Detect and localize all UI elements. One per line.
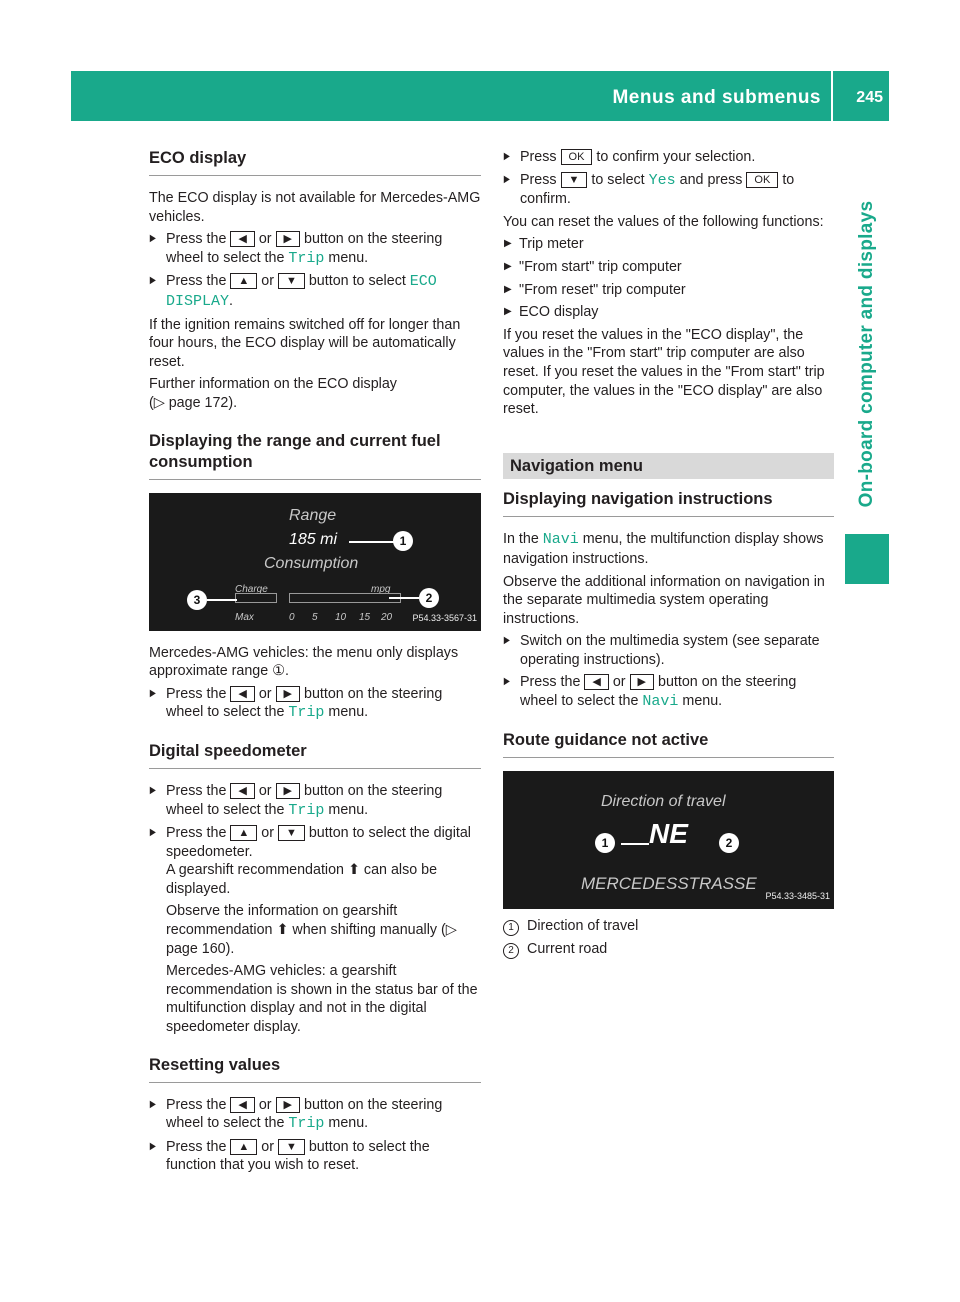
speedo-step-2: ▶ Press the ▲ or ▼ button to select the digital speedometer. A gearshift recommendation ⬆ can also be displayed. Observe the information on gearshift recommendation ⬆ when shifting manually (▷ page 160). Mercedes-AMG vehicles: a gearshift recommendation is shown in the status bar of the multifunction display and not in the digital speedometer display. [149,824,481,1037]
eco-intro: The ECO display is not available for Mercedes-AMG vehicles. [149,190,481,225]
callout-2: 2 [419,588,439,608]
nav-step-1: ▶ Switch on the multimedia system (see separate operating instructions). [503,632,834,669]
callout-1: 1 [595,833,615,853]
route-figure: Direction of travel NE MERCEDESSTRASSE 1 2 P54.33-3485-31 [503,771,834,909]
eco-reset-note: If the ignition remains switched off for longer than four hours, the ECO display will be automatically reset. [149,316,461,370]
range-figure: Range 185 mi Consumption Charge mpg Max 0 5 10 15 20 1 2 3 P54.33-3567-31 [149,493,481,631]
range-heading: Displaying the range and current fuel consumption [149,431,481,480]
header-divider [831,71,833,121]
range-step-1: ▶ Press the ◀ or ▶ button on the steering wheel to select the Trip menu. [149,685,481,723]
chapter-title: Menus and submenus [612,87,821,108]
reset-step-3: ▶ Press OK to confirm your selection. [503,148,834,167]
callout-2: 2 [719,833,739,853]
reset-item: ▶ "From start" trip computer [503,258,834,277]
side-tab [845,121,889,586]
reset-note: If you reset the values in the "ECO display", the values in the "From start" trip computer are also reset. If you reset the values in the "From start" trip computer, the values in the "ECO display" are also reset. [503,326,825,418]
reset-item: ▶ ECO display [503,303,834,322]
callout-3: 3 [187,590,207,610]
nav-step-2: ▶ Press the ◀ or ▶ button on the steering wheel to select the Navi menu. [503,673,834,711]
route-heading: Route guidance not active [503,730,834,758]
left-column [149,148,481,1179]
reset-heading: Resetting values [149,1055,481,1083]
reset-functions-intro: You can reset the values of the following functions: [503,213,824,230]
down-key-icon: ▼ [278,273,305,289]
side-tab-marker [845,534,889,584]
reset-step-4: ▶ Press ▼ to select Yes and press OK to confirm. [503,171,834,209]
speedo-heading: Digital speedometer [149,741,481,769]
eco-heading: ECO display [149,148,481,176]
up-key-icon: ▲ [230,273,257,289]
side-tab-label: On-board computer and displays [856,200,877,507]
speedo-step-1: ▶ Press the ◀ or ▶ button on the steering wheel to select the Trip menu. [149,782,481,820]
ok-key-icon: OK [561,149,593,165]
nav-note: Observe the additional information on navigation in the separate multimedia system operating instructions. [503,573,825,627]
reset-step-2: ▶ Press the ▲ or ▼ button to select the function that you wish to reset. [149,1138,481,1175]
eco-step-1: ▶ Press the ◀ or ▶ button on the steering wheel to select the Trip menu. [149,230,481,268]
left-key-icon: ◀ [230,231,254,247]
range-amg-note: Mercedes-AMG vehicles: the menu only displays approximate range ①. [149,644,459,680]
header-bar [71,71,889,121]
right-key-icon: ▶ [276,231,300,247]
callout-1: 1 [393,531,413,551]
legend-item: 1 Direction of travel [503,917,834,936]
page-number: 245 [856,89,883,106]
reset-item: ▶ Trip meter [503,235,834,254]
reset-step-1: ▶ Press the ◀ or ▶ button on the steering wheel to select the Trip menu. [149,1096,481,1134]
nav-intro: In the Navi menu, the multifunction display shows navigation instructions. [503,531,824,567]
reset-item: ▶ "From reset" trip computer [503,281,834,300]
eco-further-info: Further information on the ECO display (▷ page 172). [149,376,397,411]
nav-heading: Displaying navigation instructions [503,489,834,517]
nav-section-heading: Navigation menu [503,453,834,480]
eco-step-2: ▶ Press the ▲ or ▼ button to select ECO DISPLAY. [149,272,481,311]
legend-item: 2 Current road [503,940,834,959]
right-column [503,148,834,963]
